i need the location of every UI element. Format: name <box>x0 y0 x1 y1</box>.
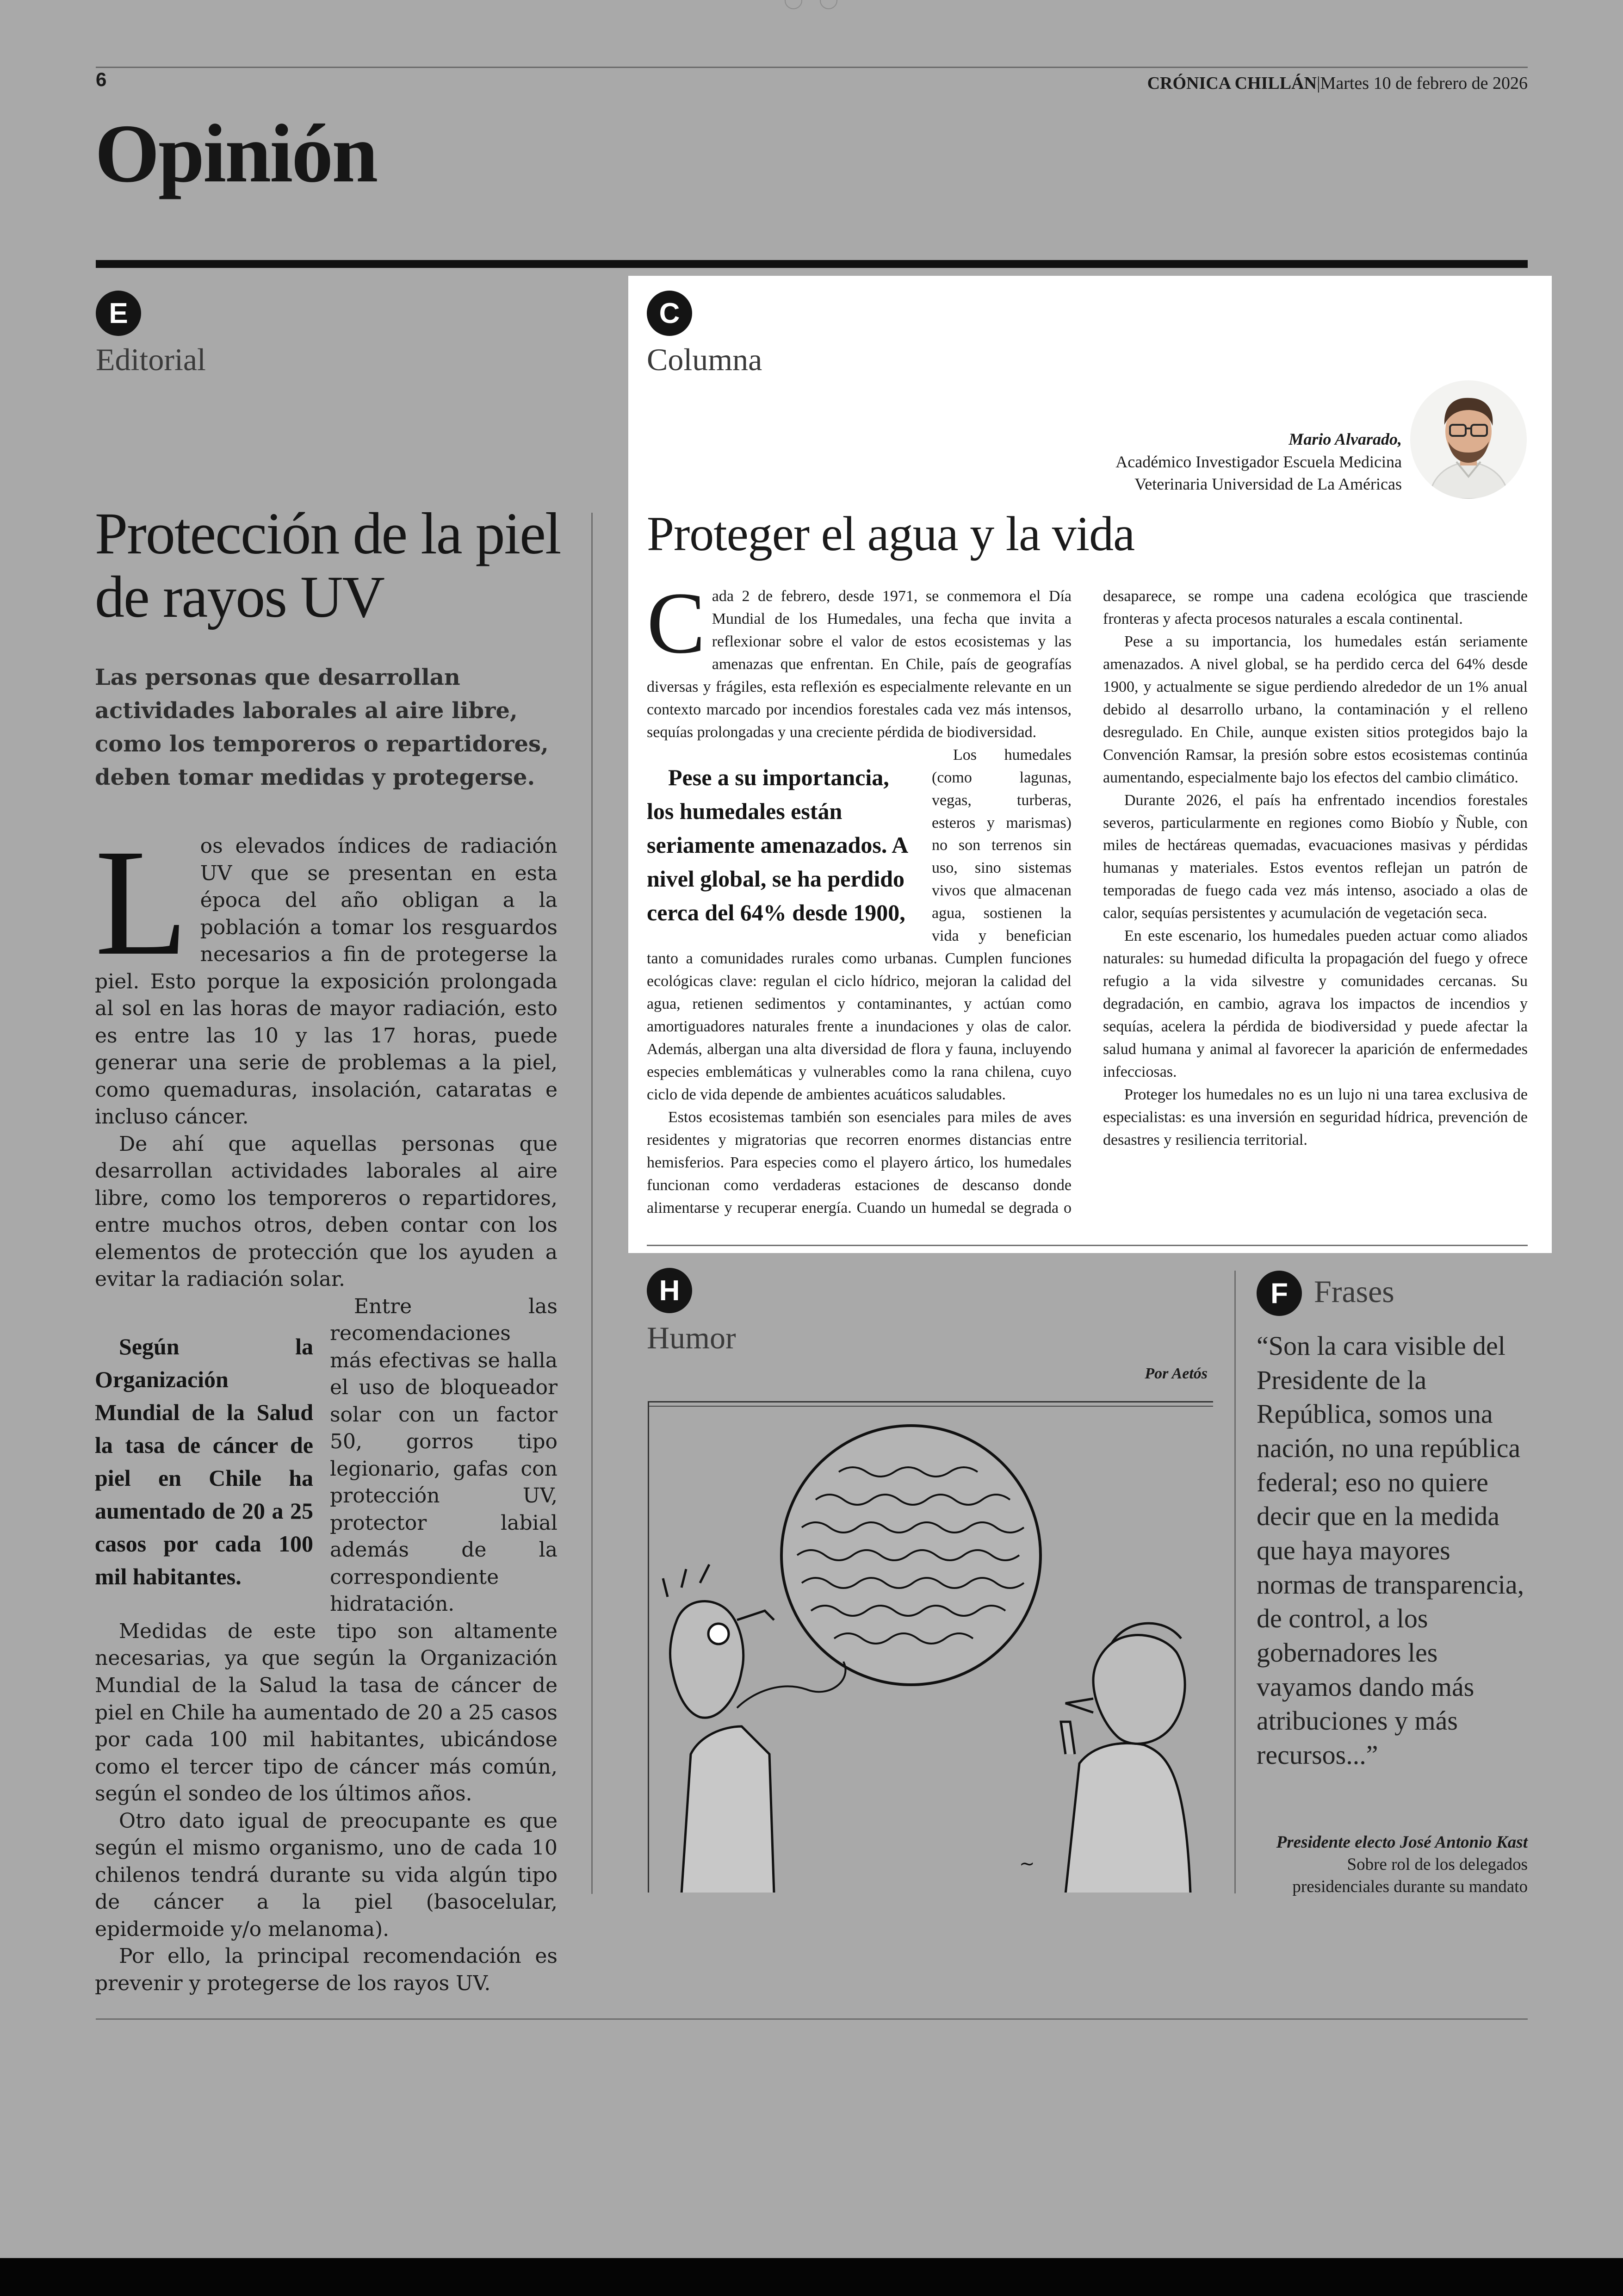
author-affiliation: Veterinaria Universidad de La Américas <box>1134 475 1402 494</box>
author-role: Académico Investigador Escuela Medicina <box>1115 452 1402 471</box>
column-pull-quote: Pese a su importancia, los humedales están seriamente amenazados. A nivel global, se ha perdido cerca del 64% desde 1900, <box>647 764 907 925</box>
editorial-deck: Las personas que desarrollan actividades laborales al aire libre, como los temporeros o repartidores, deben tomar medidas y protegerse. <box>95 664 549 790</box>
humor-label: Humor <box>647 1320 736 1355</box>
page-number: 6 <box>96 68 107 90</box>
next-page-icon[interactable] <box>820 0 837 9</box>
cartoon-frame <box>648 1401 1213 1893</box>
prev-page-icon[interactable] <box>785 0 802 9</box>
quote-source <box>1276 1831 1528 1898</box>
column-title: Proteger el agua y la vida <box>647 507 1135 561</box>
editorial-badge: E <box>96 291 141 336</box>
newspaper-name: CRÓNICA CHILLÁN <box>1147 74 1317 93</box>
humor-byline: Por Aetós <box>1145 1365 1208 1382</box>
top-rule <box>96 67 1528 68</box>
masthead <box>1147 73 1528 93</box>
editorial-pull-quote: Según la Organización Mundial de la Salud la tasa de cáncer de piel en Chile ha aumentado de 20 a 25 casos por cada 100 mil habitantes. <box>95 1333 313 1589</box>
editorial-body <box>95 818 558 1997</box>
editorial-title: Protección de la piel de rayos UV <box>95 501 561 630</box>
editorial-paragraph: Otro dato igual de preocupante es que según el mismo organismo, uno de cada 10 chilenos tendrá durante su vida algún tipo de cáncer a la piel (basocelular, epidermoide y/o melanoma). <box>95 1809 558 1941</box>
frases-badge: F <box>1257 1271 1302 1316</box>
column-paragraph: Pese a su importancia, los humedales están seriamente amenazados. A nivel global, se ha perdido cerca del 64% desde 1900, y actualmente se sigue perdiendo alrededor de un 1% anual debido al desarrollo urbano, la contaminación y el relleno desregulado. En Chile, aunque existen sitios protegidos bajo la Convención Ramsar, la presión sobre estos ecosistemas continúa aumentando, especialmente bajo los efectos del cambio climático. <box>1103 633 1528 786</box>
cartoon-illustration <box>649 1402 1213 1893</box>
column-divider <box>591 513 593 1894</box>
viewer-bottom-bar <box>0 2258 1623 2296</box>
column-bottom-rule <box>647 1245 1528 1246</box>
editorial-paragraph: Por ello, la principal recomendación es prevenir y protegerse de los rayos UV. <box>95 1944 558 1995</box>
column-paragraph: Los humedales (como lagunas, vegas, turberas, esteros y marismas) no son terrenos sin uso, sino sistemas vivos que almacenan agua, sostienen la vida y benefician tanto a comunidades rurales como urbanas. Cumplen funciones ecológicas clave: regulan el ciclo hídrico, mejoran la calidad del agua, retienen sedimentos y contaminantes, y actúan como amortiguadores naturales frente a inundaciones y olas de calor. Además, albergan una alta diversidad de flora y fauna, incluyendo especies emblemáticas y vulnerables como la rana chilena, cuyo ciclo de vida depende de ambientes acuáticos saludables. <box>647 746 1072 1103</box>
section-rule <box>96 260 1528 268</box>
quote-source-context: Sobre rol de los delegados <box>1347 1855 1528 1874</box>
author-name: Mario Alvarado, <box>1288 430 1402 448</box>
page-bottom-rule <box>96 2018 1528 2020</box>
column-paragraph: ada 2 de febrero, desde 1971, se conmemora el Día Mundial de los Humedales, una fecha que invita a reflexionar sobre el valor de estos ecosistemas y las amenazas que enfrentan. En Chile, país de geografías diversas y frágiles, esta reflexión es especialmente relevante en un contexto marcado por incendios forestales cada vez más intensos, sequías prolongadas y una creciente pérdida de biodiversidad. <box>647 588 1072 741</box>
editorial-label: Editorial <box>96 342 206 377</box>
humor-badge: H <box>647 1268 692 1313</box>
editorial-paragraph: De ahí que aquellas personas que desarrollan actividades laborales al aire libre, como los temporeros o repartidores, entre muchos otros, deben contar con los elementos de protección que los ayuden a evitar la radiación solar. <box>95 1132 558 1291</box>
author-avatar <box>1410 380 1527 499</box>
quote-source-context: presidenciales durante su mandato <box>1292 1877 1528 1897</box>
column-paragraph: Estos ecosistemas también son esenciales para miles de aves residentes y migratorias que recorren enormes distancias entre hemisferios. Para especies como el playero ártico, los humedales funcionan como verdaderas estaciones de descanso donde alimentarse y recuperar energía. Cuando un humedal se degrada o desaparece, se rompe una cadena ecológica que trasciende fronteras y afecta procesos naturales a escala continental. <box>647 588 1528 1216</box>
masthead-separator: | <box>1316 74 1320 93</box>
editorial-paragraph: os elevados índices de radiación UV que se presentan en esta época del año obligan a la población a tomar los resguardos necesarios a fin de protegerse la piel. Esto porque la exposición prolongada al sol en las horas de mayor radiación, esto es entre las 10 y las 17 horas, puede generar una serie de problemas a la piel, como quemaduras, insolación, cataratas e incluso cáncer. <box>95 834 558 1129</box>
column-paragraph: Durante 2026, el país ha enfrentado incendios forestales severos, particularmente en regiones como Biobío y Ñuble, con miles de hectáreas quemadas, evacuaciones masivas y pérdidas humanas y materiales. Estos eventos reflejan un patrón de temporadas de fuego cada vez más intenso, asociado a olas de calor, sequías persistentes y acumulación de vegetación seca. <box>1103 791 1528 922</box>
frases-label: Frases <box>1314 1274 1394 1309</box>
editorial-paragraph: Medidas de este tipo son altamente necesarias, ya que según la Organización Mundial de la Salud la tasa de cáncer de piel en Chile ha aumentado de 20 a 25 casos por cada 100 mil habitantes, ubicándose como el tercer tipo de cáncer más común, según el sondeo de los últimos años. <box>95 1619 558 1806</box>
section-title: Opinión <box>95 107 377 199</box>
frases-quote: “Son la cara visible del Presidente de la República, somos una nación, no una república federal; eso no quiere decir que en la medida que haya mayores normas de transparencia, de control, a los gobernadores les vayamos dando más atribuciones y más recursos...” <box>1257 1331 1524 1770</box>
editorial-drop-cap: L <box>95 818 188 987</box>
column-label: Columna <box>647 342 762 377</box>
issue-date: Martes 10 de febrero de 2026 <box>1320 74 1528 93</box>
frases-divider <box>1234 1271 1236 1893</box>
editorial-paragraph: Entre las recomendaciones más efectivas se halla el uso de bloqueador solar con un factor 50, gorros tipo legionario, gafas con protección UV, protector labial además de la correspondiente hidratación. <box>330 1294 558 1616</box>
author-block <box>1115 428 1402 496</box>
column-paragraph: Proteger los humedales no es un lujo ni una tarea exclusiva de especialistas: es una inversión en seguridad hídrica, prevención de desastres y resiliencia territorial. <box>1103 1086 1528 1148</box>
quote-source-name: Presidente electo José Antonio Kast <box>1276 1833 1528 1852</box>
column-paragraph: En este escenario, los humedales pueden actuar como aliados naturales: su humedad dificulta la propagación del fuego y ofrece refugio a la vida silvestre y comunidades cercanas. Su degradación, en cambio, agrava los impactos de incendios y sequías, acelera la pérdida de biodiversidad y puede afectar la salud humana y animal al favorecer la aparición de enfermedades infecciosas. <box>1103 927 1528 1081</box>
column-drop-cap: C <box>647 575 706 672</box>
svg-text:~: ~ <box>1019 1853 1035 1874</box>
column-body <box>647 575 1528 1231</box>
column-badge: C <box>647 291 692 336</box>
